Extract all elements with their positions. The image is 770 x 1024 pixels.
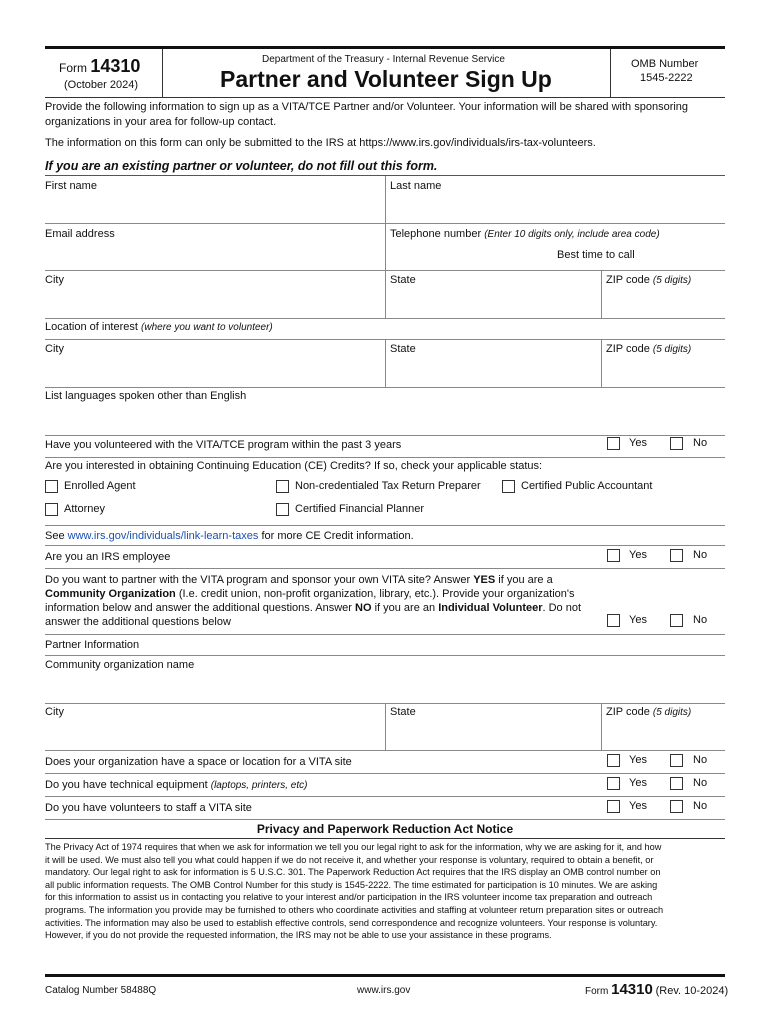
irs-employee-question: Are you an IRS employee: [45, 551, 171, 563]
yes-label: Yes: [629, 614, 647, 626]
org-name-field[interactable]: [45, 672, 725, 702]
space-no-checkbox[interactable]: [670, 754, 683, 767]
intro-text: Provide the following information to sign up as a VITA/TCE Partner and/or Volunteer. Your information will be shared with sponsoring: [45, 101, 689, 113]
partner-question: Do you want to partner with the VITA program and sponsor your own VITA site? Answer YES if you are a Community Organization (I.e. credit union, non-profit organization, library, etc.). Provide your organization's information below and answer the additional questions. Answer NO if you are an Individual Volunteer. Do not answer the additional questions below: [45, 574, 582, 628]
top-rule: [45, 46, 725, 49]
org-state-label: State: [390, 706, 416, 718]
languages-field[interactable]: [45, 403, 725, 434]
yes-label: Yes: [629, 777, 647, 789]
footer-form: Form 14310 (Rev. 10-2024): [585, 981, 729, 998]
divider: [45, 796, 725, 797]
divider: [45, 773, 725, 774]
submit-note: The information on this form can only be submitted to the IRS at https://www.irs.gov/individuals/irs-tax-volunteers.: [45, 137, 596, 149]
non-credentialed-label: Non-credentialed Tax Return Preparer: [295, 480, 481, 492]
omb-number: 1545-2222: [640, 72, 693, 84]
divider: [610, 49, 611, 97]
zip-label: ZIP code (5 digits): [606, 274, 692, 286]
divider: [45, 318, 725, 319]
volunteered-yes-checkbox[interactable]: [607, 437, 620, 450]
non-credentialed-checkbox[interactable]: [276, 480, 289, 493]
org-city-field[interactable]: [45, 704, 385, 750]
no-label: No: [693, 549, 708, 561]
footer-rule: [45, 974, 725, 977]
no-label: No: [693, 800, 708, 812]
divider: [45, 97, 725, 98]
enrolled-agent-checkbox[interactable]: [45, 480, 58, 493]
divider: [45, 545, 725, 546]
divider: [385, 224, 386, 270]
attorney-checkbox[interactable]: [45, 503, 58, 516]
space-yes-checkbox[interactable]: [607, 754, 620, 767]
ce-info: See www.irs.gov/individuals/link-learn-taxes for more CE Credit information.: [45, 530, 414, 542]
warning-heading: If you are an existing partner or volunteer, do not fill out this form.: [45, 159, 438, 173]
org-city-label: City: [45, 706, 64, 718]
divider: [45, 435, 725, 436]
catalog-number: Catalog Number 58488Q: [45, 985, 157, 996]
page-title: Partner and Volunteer Sign Up: [220, 66, 552, 92]
first-name-field[interactable]: [45, 176, 385, 223]
yes-label: Yes: [629, 754, 647, 766]
location-state-label: State: [390, 343, 416, 355]
city-field[interactable]: [45, 271, 385, 318]
email-label: Email address: [45, 228, 115, 240]
irs-employee-no-checkbox[interactable]: [670, 549, 683, 562]
intro-text: organizations in your area for follow-up contact.: [45, 116, 277, 128]
city-label: City: [45, 274, 64, 286]
form-date: (October 2024): [64, 79, 138, 91]
state-field[interactable]: [386, 271, 601, 318]
org-zip-label: ZIP code (5 digits): [606, 706, 692, 718]
location-label: Location of interest (where you want to volunteer): [45, 321, 273, 333]
best-time-label: Best time to call: [557, 249, 635, 261]
divider: [45, 387, 725, 388]
divider: [45, 838, 725, 839]
irs-employee-yes-checkbox[interactable]: [607, 549, 620, 562]
zip-field[interactable]: [602, 271, 725, 318]
org-state-field[interactable]: [386, 704, 601, 750]
cfp-label: Certified Financial Planner: [295, 503, 425, 515]
first-name-label: First name: [45, 180, 97, 192]
partner-info-heading: Partner Information: [45, 639, 140, 651]
no-label: No: [693, 437, 708, 449]
space-question: Does your organization have a space or location for a VITA site: [45, 756, 352, 768]
equipment-yes-checkbox[interactable]: [607, 777, 620, 790]
divider: [45, 525, 725, 526]
no-label: No: [693, 614, 708, 626]
staff-question: Do you have volunteers to staff a VITA site: [45, 802, 252, 814]
attorney-label: Attorney: [64, 503, 105, 515]
volunteered-question: Have you volunteered with the VITA/TCE program within the past 3 years: [45, 439, 402, 451]
yes-label: Yes: [629, 800, 647, 812]
enrolled-agent-label: Enrolled Agent: [64, 480, 136, 492]
no-label: No: [693, 754, 708, 766]
divider: [45, 568, 725, 569]
omb-label: OMB Number: [631, 58, 699, 70]
divider: [45, 655, 725, 656]
location-zip-field[interactable]: [602, 340, 725, 387]
privacy-title: Privacy and Paperwork Reduction Act Notice: [256, 822, 514, 836]
yes-label: Yes: [629, 437, 647, 449]
divider: [45, 819, 725, 820]
equipment-no-checkbox[interactable]: [670, 777, 683, 790]
telephone-label: Telephone number (Enter 10 digits only, include area code): [390, 228, 660, 240]
location-city-label: City: [45, 343, 64, 355]
volunteered-no-checkbox[interactable]: [670, 437, 683, 450]
partner-yes-checkbox[interactable]: [607, 614, 620, 627]
divider: [162, 49, 163, 97]
cpa-checkbox[interactable]: [502, 480, 515, 493]
no-label: No: [693, 777, 708, 789]
ce-question: Are you interested in obtaining Continuing Education (CE) Credits? If so, check your applicable status:: [45, 460, 543, 472]
last-name-label: Last name: [390, 180, 442, 192]
divider: [45, 457, 725, 458]
languages-label: List languages spoken other than English: [45, 390, 247, 402]
privacy-text: The Privacy Act of 1974 requires that when we ask for information we tell you our legal right to ask for the information, why we are asking for it, and how it will be used. We must also tell you what could happen if we do not receive it, and whether your response is voluntary, required to obtain a benefit, or mandatory. Our legal right to ask for information is 5 U.S.C. 301. The Paperwork Reduction Act requires that the IRS display an OMB control number on all public information requests. The OMB Control Number for this study is 1545-2222. The time estimated for participation is 10 minutes. We are asking for this information to assist us in contacting you relative to your interest and/or participation in the IRS volunteer income tax preparation and outreach programs. The information you provide may be furnished to others who coordinate activities and staffing at volunteer return preparation sites or outreach activities. The information may also be used to establish effective controls, send correspondence and recognize volunteers. Your response is voluntary. However, if you do not provide the requested information, the IRS may not be able to use your assistance in these programs.: [45, 842, 664, 941]
yes-label: Yes: [629, 549, 647, 561]
cfp-checkbox[interactable]: [276, 503, 289, 516]
divider: [45, 634, 725, 635]
org-zip-field[interactable]: [602, 704, 725, 750]
email-field[interactable]: [45, 224, 385, 270]
footer-site: www.irs.gov: [357, 985, 411, 996]
department: Department of the Treasury - Internal Revenue Service: [262, 54, 505, 65]
best-time-field[interactable]: [640, 246, 725, 270]
location-city-field[interactable]: [45, 340, 385, 387]
divider: [45, 750, 725, 751]
state-label: State: [390, 274, 416, 286]
org-name-label: Community organization name: [45, 659, 195, 671]
form-label: Form 14310: [59, 56, 141, 76]
staff-no-checkbox[interactable]: [670, 800, 683, 813]
link-learn-taxes-link[interactable]: www.irs.gov/individuals/link-learn-taxes: [67, 530, 259, 542]
cpa-label: Certified Public Accountant: [521, 480, 653, 492]
last-name-field[interactable]: [386, 176, 725, 223]
partner-no-checkbox[interactable]: [670, 614, 683, 627]
staff-yes-checkbox[interactable]: [607, 800, 620, 813]
location-state-field[interactable]: [386, 340, 601, 387]
equipment-question: Do you have technical equipment (laptops, printers, etc): [45, 779, 308, 791]
location-zip-label: ZIP code (5 digits): [606, 343, 692, 355]
